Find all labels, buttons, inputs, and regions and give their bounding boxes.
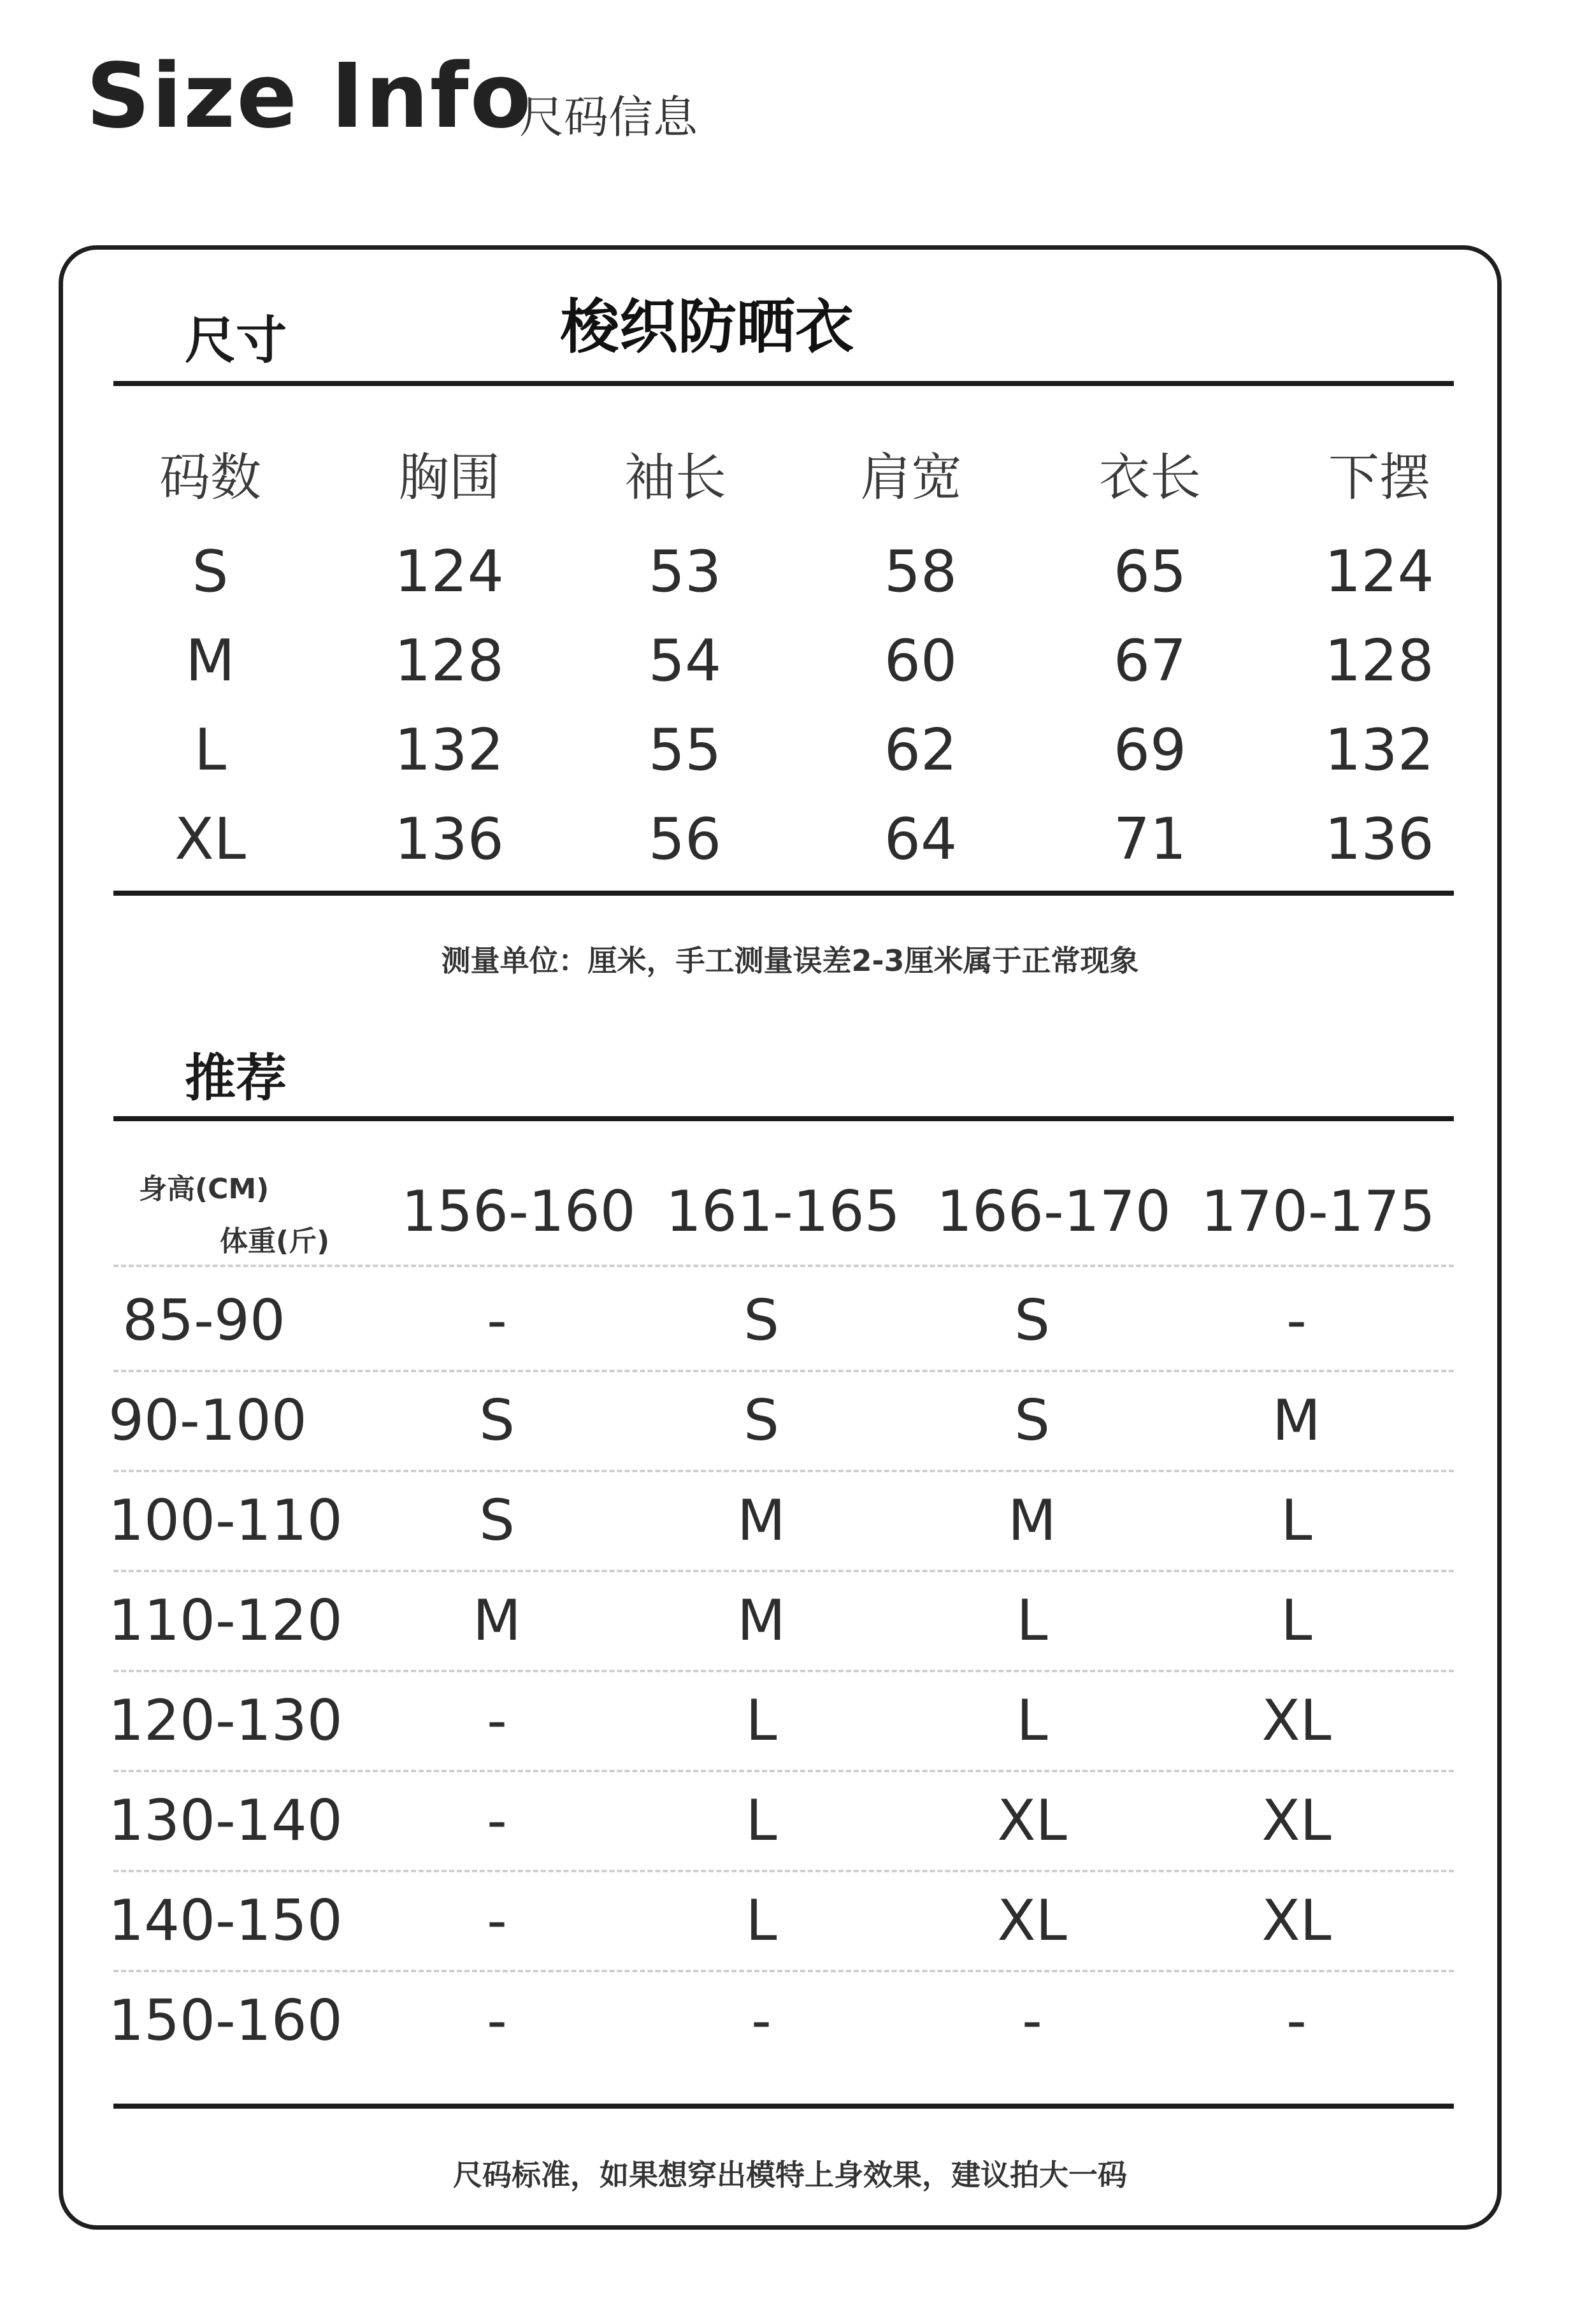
size-cell: XL [1261,1888,1332,1953]
table-row [0,1871,1580,1970]
column-header: 衣长 [1099,448,1201,507]
table-row [0,795,1580,884]
size-cell: S [479,1488,515,1553]
column-header: 袖长 [624,448,726,507]
table-cell: 71 [1113,806,1187,873]
size-cell: L [1016,1588,1048,1653]
size-cell: L [1281,1588,1312,1653]
weight-cell: 140-150 [108,1888,343,1953]
table-cell: 67 [1113,628,1187,694]
table-cell: 56 [648,806,722,873]
size-cell: XL [997,1788,1067,1853]
size-table-top-rule [113,381,1454,386]
size-cell: S [479,1388,515,1453]
size-cell: L [745,1688,777,1753]
size-cell: XL [997,1888,1067,1953]
table-cell: 136 [394,806,504,873]
size-cell: S [743,1388,779,1453]
table-cell: 69 [1113,717,1187,784]
size-cell: L [1281,1488,1312,1553]
weight-cell: 85-90 [122,1288,285,1353]
weight-cell: 90-100 [108,1388,307,1453]
table-cell: 62 [884,717,958,784]
column-header: 下摆 [1328,448,1430,507]
table-cell: 64 [884,806,958,873]
height-header-row [0,1167,1580,1256]
size-cell: L [745,1888,777,1953]
size-table-header [0,433,1580,522]
size-cell: L [1016,1688,1048,1753]
table-row [0,617,1580,706]
table-cell: 53 [648,538,722,605]
height-column-header: 166-170 [937,1179,1171,1244]
table-row [0,1971,1580,2070]
height-axis-label: 身高(CM) [139,1173,269,1205]
recommend-note: 尺码标准，如果想穿出模特上身效果，建议拍大一码 [453,2158,1127,2192]
size-cell: - [487,1988,507,2053]
table-row [0,1371,1580,1470]
weight-cell: 150-160 [108,1988,343,2053]
size-cell: L [745,1788,777,1853]
column-header: 肩宽 [860,448,962,507]
recommend-table-bottom-rule [113,2104,1454,2109]
page-title: Size Info [86,45,533,148]
size-cell: XL [1261,1788,1332,1853]
size-cell: - [751,1988,772,2053]
table-cell: 58 [884,538,958,605]
measurement-note: 测量单位：厘米，手工测量误差2-3厘米属于正常现象 [441,943,1139,978]
table-cell: S [192,538,229,605]
weight-cell: 110-120 [108,1588,343,1653]
recommend-table-top-rule [113,1116,1454,1121]
size-cell: M [1008,1488,1056,1553]
table-row [0,1571,1580,1670]
table-cell: 132 [394,717,504,784]
row-divider [113,1265,1454,1267]
size-cell: XL [1261,1688,1332,1753]
size-cell: M [737,1488,786,1553]
table-cell: 132 [1325,717,1434,784]
size-cell: - [1286,1988,1307,2053]
column-header: 码数 [159,448,261,507]
size-cell: S [743,1288,779,1353]
size-cell: S [1014,1288,1050,1353]
table-cell: 55 [648,717,722,784]
size-cell: - [487,1688,507,1753]
weight-cell: 130-140 [108,1788,343,1853]
page-subtitle: 尺码信息 [519,91,698,143]
size-section-label: 尺寸 [185,311,287,370]
size-cell: M [737,1588,786,1653]
table-cell: 124 [1325,538,1434,605]
table-cell: XL [175,806,246,873]
height-column-header: 170-175 [1201,1179,1435,1244]
size-table-bottom-rule [113,891,1454,896]
table-cell: L [194,717,227,784]
weight-cell: 120-130 [108,1688,343,1753]
table-cell: 124 [394,538,504,605]
table-cell: 54 [648,628,722,694]
height-column-header: 161-165 [666,1179,900,1244]
table-row [0,1271,1580,1370]
size-cell: M [1272,1388,1321,1453]
table-row [0,1671,1580,1770]
height-column-header: 156-160 [401,1179,636,1244]
table-cell: 65 [1113,538,1187,605]
table-cell: 136 [1325,806,1434,873]
size-cell: - [1022,1988,1042,2053]
table-row [0,1771,1580,1870]
weight-axis-label: 体重(斤) [220,1225,330,1258]
product-name: 梭织防晒衣 [561,293,854,361]
weight-cell: 100-110 [108,1488,343,1553]
table-row [0,1471,1580,1570]
column-header: 胸围 [398,448,500,507]
size-cell: S [1014,1388,1050,1453]
table-cell: 128 [394,628,504,694]
size-cell: - [1286,1288,1307,1353]
table-cell: 60 [884,628,958,694]
size-cell: M [473,1588,521,1653]
size-cell: - [487,1888,507,1953]
recommend-section-label: 推荐 [185,1049,287,1108]
size-cell: - [487,1288,507,1353]
size-cell: - [487,1788,507,1853]
table-row [0,706,1580,795]
table-cell: 128 [1325,628,1434,694]
table-row [0,527,1580,617]
table-cell: M [185,628,235,694]
